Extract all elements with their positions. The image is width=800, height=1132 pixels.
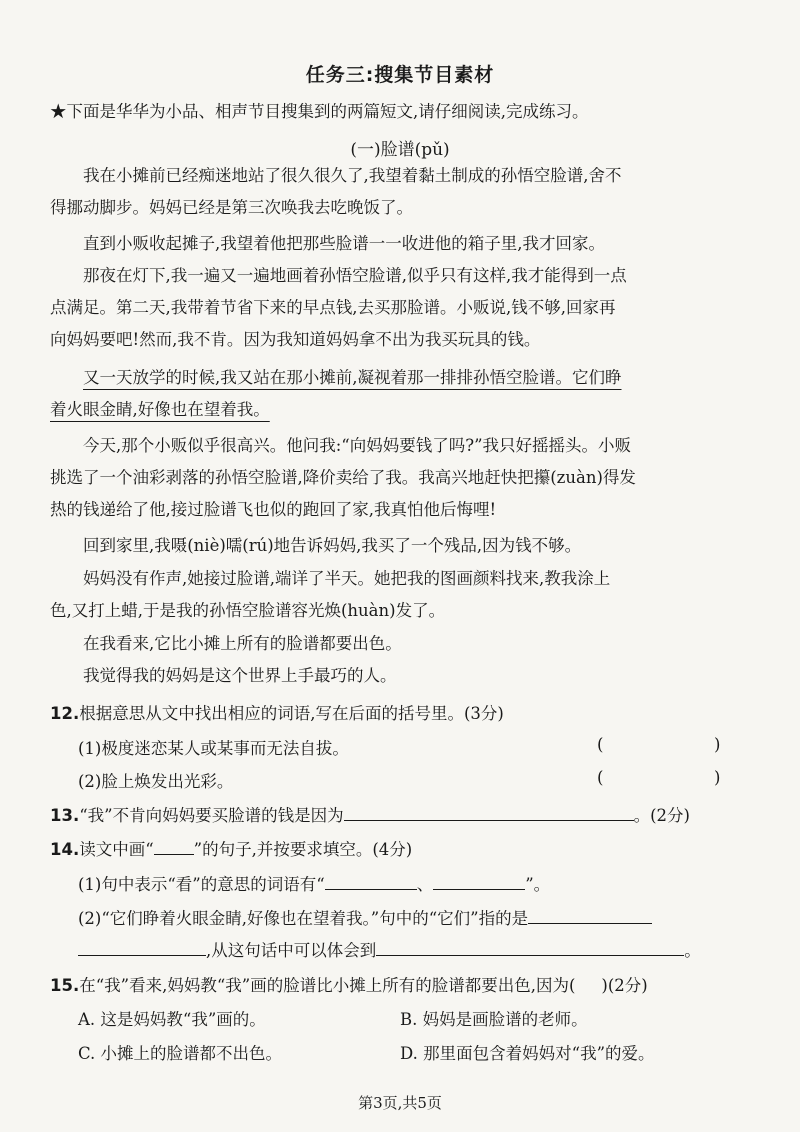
paragraph-line: 得挪动脚步。妈妈已经是第三次唤我去吃晚饭了。 (50, 198, 413, 217)
underlined-sentence-line: 着火眼金睛,好像也在望着我。 (50, 400, 270, 419)
question-12-item-1: (1)极度迷恋某人或某事而无法自拔。 (78, 739, 349, 758)
question-12 (50, 700, 504, 724)
passage-paragraph-1 (50, 160, 750, 224)
question-14-item-2 (78, 905, 652, 929)
passage-paragraph-4-underlined (50, 362, 750, 426)
answer-blank[interactable] (344, 802, 634, 821)
question-number: 14. (50, 840, 80, 859)
question-14 (50, 836, 412, 860)
paragraph-line: 妈妈没有作声,她接过脸谱,端详了半天。她把我的图画颜料找来,教我涂上 (83, 569, 611, 588)
question-13 (50, 802, 690, 826)
paragraph-line: 我觉得我的妈妈是这个世界上手最巧的人。 (83, 666, 397, 685)
underline-sample (154, 836, 194, 855)
answer-blank[interactable] (78, 937, 206, 956)
question-number: 15. (50, 976, 80, 995)
answer-paren-open: ( (597, 735, 604, 754)
option-d[interactable]: D. 那里面包含着妈妈对“我”的爱。 (400, 1044, 655, 1063)
passage-paragraph-7 (50, 563, 750, 627)
paragraph-line: 直到小贩收起摊子,我望着他把那些脸谱一一收进他的箱子里,我才回家。 (83, 234, 605, 253)
question-text: “我”不肯向妈妈要买脸谱的钱是因为 (79, 806, 344, 825)
passage-paragraph-8 (50, 628, 750, 660)
question-text: ”。 (525, 875, 551, 894)
task-title: 任务三:搜集节目素材 (305, 64, 495, 86)
paragraph-line: 点满足。第二天,我带着节省下来的早点钱,去买那脸谱。小贩说,钱不够,回家再 (50, 298, 616, 317)
paragraph-line: 挑选了一个油彩剥落的孙悟空脸谱,降价卖给了我。我高兴地赶快把攥(zuàn)得发 (50, 468, 636, 487)
question-15 (50, 972, 648, 996)
paragraph-line: 那夜在灯下,我一遍又一遍地画着孙悟空脸谱,似乎只有这样,我才能得到一点 (83, 266, 627, 285)
answer-blank[interactable] (376, 937, 684, 956)
question-text: 。 (684, 941, 701, 960)
paragraph-line: 回到家里,我嗫(niè)嚅(rú)地告诉妈妈,我买了一个残品,因为钱不够。 (83, 536, 582, 555)
paragraph-line: 热的钱递给了他,接过脸谱飞也似的跑回了家,我真怕他后悔哩! (50, 500, 497, 519)
option-b[interactable]: B. 妈妈是画脸谱的老师。 (400, 1010, 588, 1029)
page-footer: 第3页,共5页 (358, 1094, 442, 1112)
question-number: 12. (50, 704, 80, 723)
question-text: 读文中画“ (79, 840, 154, 859)
question-score: )(2分) (601, 976, 648, 995)
answer-paren-close: ) (714, 735, 721, 754)
question-12-item-2: (2)脸上焕发出光彩。 (78, 772, 234, 791)
answer-paren-close: ) (714, 768, 721, 787)
question-text: (2)“它们睁着火眼金睛,好像也在望着我。”句中的“它们”指的是 (78, 909, 529, 928)
answer-blank[interactable] (433, 871, 525, 890)
passage-paragraph-6 (50, 530, 750, 562)
question-text: 根据意思从文中找出相应的词语,写在后面的括号里。(3分) (79, 704, 504, 723)
paragraph-line: 今天,那个小贩似乎很高兴。他问我:“向妈妈要钱了吗?”我只好摇摇头。小贩 (83, 436, 632, 455)
paragraph-line: 我在小摊前已经痴迷地站了很久很久了,我望着黏土制成的孙悟空脸谱,舍不 (83, 166, 622, 185)
question-14-item-1 (78, 871, 550, 895)
question-score: 。(2分) (633, 806, 690, 825)
separator: 、 (416, 875, 434, 894)
question-text: ”的句子,并按要求填空。(4分) (193, 840, 413, 859)
underlined-sentence-line: 又一天放学的时候,我又站在那小摊前,凝视着那一排排孙悟空脸谱。它们睁 (83, 368, 622, 387)
passage-paragraph-5 (50, 430, 750, 526)
option-a[interactable]: A. 这是妈妈教“我”画的。 (78, 1010, 266, 1029)
question-text: (1)句中表示“看”的意思的词语有“ (78, 875, 325, 894)
question-14-item-2-cont (78, 937, 701, 961)
question-number: 13. (50, 806, 80, 825)
answer-blank[interactable] (528, 905, 652, 924)
passage-paragraph-3 (50, 260, 750, 356)
task-intro: ★下面是华华为小品、相声节目搜集到的两篇短文,请仔细阅读,完成练习。 (50, 102, 589, 121)
paragraph-line: 向妈妈要吧!然而,我不肯。因为我知道妈妈拿不出为我买玩具的钱。 (50, 330, 541, 349)
question-text: 在“我”看来,妈妈教“我”画的脸谱比小摊上所有的脸谱都要出色,因为( (79, 976, 576, 995)
paragraph-line: 在我看来,它比小摊上所有的脸谱都要出色。 (83, 634, 402, 653)
answer-blank[interactable] (325, 871, 417, 890)
question-text: ,从这句话中可以体会到 (206, 941, 377, 960)
paragraph-line: 色,又打上蜡,于是我的孙悟空脸谱容光焕(huàn)发了。 (50, 601, 446, 620)
answer-paren-open: ( (597, 768, 604, 787)
option-c[interactable]: C. 小摊上的脸谱都不出色。 (78, 1044, 283, 1063)
passage-paragraph-2 (50, 228, 750, 260)
passage-paragraph-9 (50, 660, 750, 692)
passage-title: (一)脸谱(pǔ) (350, 140, 450, 160)
